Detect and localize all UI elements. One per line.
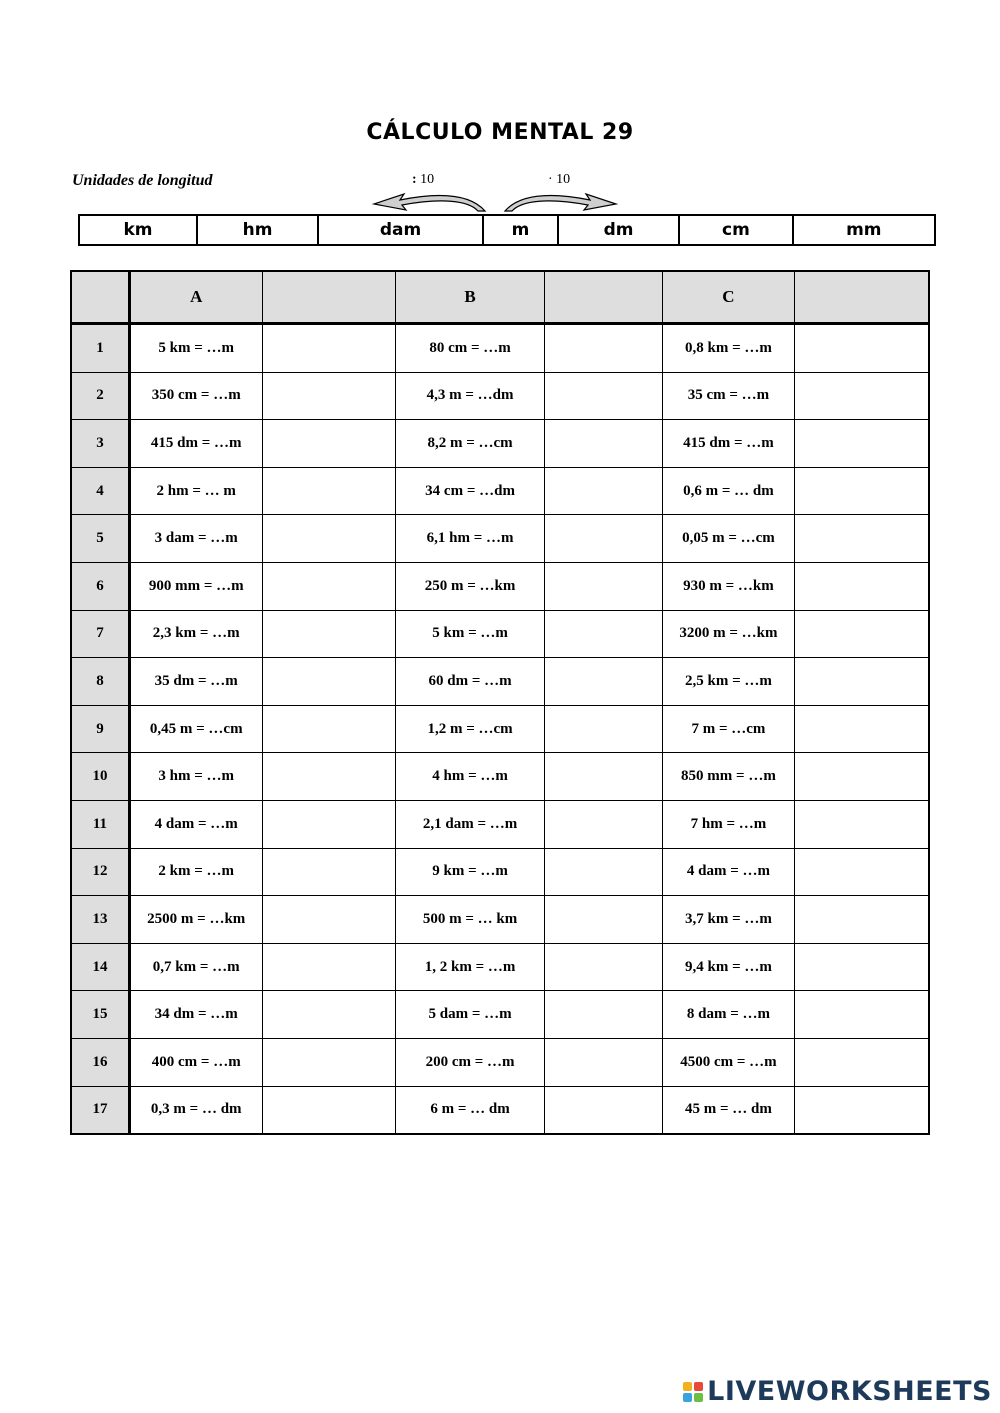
unit-cell: mm <box>793 215 935 245</box>
multiply-value: 10 <box>556 172 571 187</box>
answer-input-c[interactable] <box>795 991 929 1039</box>
exercise-a: 2500 m = …km <box>129 896 262 944</box>
conversion-arrows-icon <box>360 186 640 216</box>
answer-input-c[interactable] <box>795 705 929 753</box>
exercise-c: 415 dm = …m <box>662 420 795 468</box>
answer-header <box>544 271 662 324</box>
corner-cell <box>71 271 129 324</box>
exercise-b: 34 cm = …dm <box>396 467 545 515</box>
exercise-a: 2 km = …m <box>129 848 262 896</box>
answer-input-b[interactable] <box>544 467 662 515</box>
exercise-a: 34 dm = …m <box>129 991 262 1039</box>
table-row <box>71 562 929 610</box>
row-number: 9 <box>71 705 129 753</box>
exercise-b: 9 km = …m <box>396 848 545 896</box>
exercise-b: 1, 2 km = …m <box>396 943 545 991</box>
units-table <box>78 214 936 246</box>
answer-input-a[interactable] <box>262 800 396 848</box>
answer-input-a[interactable] <box>262 467 396 515</box>
exercise-b: 5 dam = …m <box>396 991 545 1039</box>
row-number: 11 <box>71 800 129 848</box>
logo-square <box>694 1393 703 1402</box>
answer-input-a[interactable] <box>262 372 396 420</box>
exercise-c: 4500 cm = …m <box>662 1038 795 1086</box>
exercise-a: 0,7 km = …m <box>129 943 262 991</box>
row-number: 17 <box>71 1086 129 1134</box>
answer-input-a[interactable] <box>262 515 396 563</box>
logo-mark-icon <box>683 1382 703 1402</box>
exercise-c: 0,6 m = … dm <box>662 467 795 515</box>
table-row <box>71 991 929 1039</box>
logo-square <box>683 1382 692 1391</box>
unit-cell: hm <box>197 215 318 245</box>
column-header-c: C <box>662 271 795 324</box>
exercise-c: 3,7 km = …m <box>662 896 795 944</box>
table-row <box>71 848 929 896</box>
exercise-b: 1,2 m = …cm <box>396 705 545 753</box>
answer-input-b[interactable] <box>544 991 662 1039</box>
answer-input-b[interactable] <box>544 324 662 373</box>
exercise-a: 4 dam = …m <box>129 800 262 848</box>
exercise-c: 8 dam = …m <box>662 991 795 1039</box>
exercise-b: 6 m = … dm <box>396 1086 545 1134</box>
exercise-b: 250 m = …km <box>396 562 545 610</box>
answer-input-c[interactable] <box>795 753 929 801</box>
table-row <box>71 705 929 753</box>
row-number: 16 <box>71 1038 129 1086</box>
row-number: 6 <box>71 562 129 610</box>
answer-input-a[interactable] <box>262 896 396 944</box>
answer-input-a[interactable] <box>262 943 396 991</box>
answer-input-c[interactable] <box>795 943 929 991</box>
answer-input-c[interactable] <box>795 800 929 848</box>
row-number: 8 <box>71 658 129 706</box>
exercise-b: 60 dm = …m <box>396 658 545 706</box>
answer-input-a[interactable] <box>262 420 396 468</box>
row-number: 12 <box>71 848 129 896</box>
answer-input-b[interactable] <box>544 1038 662 1086</box>
exercise-c: 35 cm = …m <box>662 372 795 420</box>
table-row <box>71 324 929 373</box>
exercise-b: 500 m = … km <box>396 896 545 944</box>
exercise-table <box>70 270 930 1135</box>
answer-input-a[interactable] <box>262 1086 396 1134</box>
row-number: 5 <box>71 515 129 563</box>
answer-input-c[interactable] <box>795 610 929 658</box>
exercise-a: 2 hm = … m <box>129 467 262 515</box>
exercise-a: 5 km = …m <box>129 324 262 373</box>
answer-input-c[interactable] <box>795 515 929 563</box>
row-number: 1 <box>71 324 129 373</box>
row-number: 4 <box>71 467 129 515</box>
row-number: 3 <box>71 420 129 468</box>
answer-input-c[interactable] <box>795 420 929 468</box>
table-row <box>71 753 929 801</box>
liveworksheets-logo <box>683 1376 992 1407</box>
divide-value: 10 <box>420 172 435 187</box>
exercise-a: 415 dm = …m <box>129 420 262 468</box>
table-row <box>71 1038 929 1086</box>
table-row <box>71 515 929 563</box>
exercise-b: 6,1 hm = …m <box>396 515 545 563</box>
row-number: 2 <box>71 372 129 420</box>
right-arrow-icon <box>505 194 616 211</box>
page-title: CÁLCULO MENTAL 29 <box>366 120 634 145</box>
exercise-a: 35 dm = …m <box>129 658 262 706</box>
exercise-b: 200 cm = …m <box>396 1038 545 1086</box>
exercise-a: 0,45 m = …cm <box>129 705 262 753</box>
answer-input-b[interactable] <box>544 943 662 991</box>
exercise-a: 0,3 m = … dm <box>129 1086 262 1134</box>
logo-text: LIVEWORKSHEETS <box>707 1376 992 1407</box>
answer-input-b[interactable] <box>544 848 662 896</box>
answer-input-b[interactable] <box>544 420 662 468</box>
answer-input-c[interactable] <box>795 324 929 373</box>
exercise-b: 2,1 dam = …m <box>396 800 545 848</box>
unit-cell: dm <box>558 215 679 245</box>
subtitle: Unidades de longitud <box>72 172 213 189</box>
table-row <box>71 420 929 468</box>
column-header-a: A <box>129 271 262 324</box>
answer-input-a[interactable] <box>262 324 396 373</box>
answer-input-c[interactable] <box>795 896 929 944</box>
answer-input-c[interactable] <box>795 467 929 515</box>
answer-input-a[interactable] <box>262 562 396 610</box>
exercise-a: 3 dam = …m <box>129 515 262 563</box>
exercise-c: 7 m = …cm <box>662 705 795 753</box>
answer-input-a[interactable] <box>262 1038 396 1086</box>
exercise-c: 930 m = …km <box>662 562 795 610</box>
answer-input-b[interactable] <box>544 705 662 753</box>
table-row <box>71 467 929 515</box>
multiply-symbol: · <box>548 172 553 187</box>
exercise-c: 0,05 m = …cm <box>662 515 795 563</box>
answer-input-c[interactable] <box>795 372 929 420</box>
answer-input-a[interactable] <box>262 705 396 753</box>
exercise-a: 350 cm = …m <box>129 372 262 420</box>
answer-input-a[interactable] <box>262 848 396 896</box>
answer-input-a[interactable] <box>262 753 396 801</box>
logo-square <box>694 1382 703 1391</box>
answer-input-a[interactable] <box>262 610 396 658</box>
exercise-c: 45 m = … dm <box>662 1086 795 1134</box>
answer-input-b[interactable] <box>544 610 662 658</box>
answer-input-b[interactable] <box>544 562 662 610</box>
answer-input-b[interactable] <box>544 372 662 420</box>
answer-header <box>262 271 396 324</box>
row-number: 10 <box>71 753 129 801</box>
answer-input-b[interactable] <box>544 658 662 706</box>
answer-input-b[interactable] <box>544 800 662 848</box>
row-number: 15 <box>71 991 129 1039</box>
answer-input-c[interactable] <box>795 562 929 610</box>
header-row <box>71 271 929 324</box>
exercise-b: 4,3 m = …dm <box>396 372 545 420</box>
table-row <box>71 943 929 991</box>
exercise-c: 7 hm = …m <box>662 800 795 848</box>
unit-cell: m <box>483 215 558 245</box>
answer-input-a[interactable] <box>262 658 396 706</box>
answer-input-b[interactable] <box>544 1086 662 1134</box>
exercise-a: 900 mm = …m <box>129 562 262 610</box>
answer-input-c[interactable] <box>795 1086 929 1134</box>
row-number: 13 <box>71 896 129 944</box>
exercise-b: 4 hm = …m <box>396 753 545 801</box>
exercise-a: 2,3 km = …m <box>129 610 262 658</box>
exercise-b: 8,2 m = …cm <box>396 420 545 468</box>
unit-cell: km <box>79 215 197 245</box>
answer-input-b[interactable] <box>544 753 662 801</box>
column-header-b: B <box>396 271 545 324</box>
answer-input-b[interactable] <box>544 896 662 944</box>
table-row <box>71 1086 929 1134</box>
table-row <box>71 896 929 944</box>
answer-input-c[interactable] <box>795 1038 929 1086</box>
exercise-a: 400 cm = …m <box>129 1038 262 1086</box>
exercise-a: 3 hm = …m <box>129 753 262 801</box>
exercise-c: 9,4 km = …m <box>662 943 795 991</box>
answer-input-b[interactable] <box>544 515 662 563</box>
exercise-c: 850 mm = …m <box>662 753 795 801</box>
answer-input-a[interactable] <box>262 991 396 1039</box>
answer-header <box>795 271 929 324</box>
units-row <box>79 215 935 245</box>
divide-symbol: : <box>412 172 417 187</box>
table-row <box>71 372 929 420</box>
unit-cell: cm <box>679 215 792 245</box>
answer-input-c[interactable] <box>795 658 929 706</box>
logo-square <box>683 1393 692 1402</box>
exercise-b: 80 cm = …m <box>396 324 545 373</box>
exercise-b: 5 km = …m <box>396 610 545 658</box>
exercise-c: 0,8 km = …m <box>662 324 795 373</box>
table-row <box>71 610 929 658</box>
row-number: 14 <box>71 943 129 991</box>
exercise-c: 3200 m = …km <box>662 610 795 658</box>
left-arrow-icon <box>374 194 485 211</box>
table-row <box>71 800 929 848</box>
unit-cell: dam <box>318 215 483 245</box>
table-row <box>71 658 929 706</box>
answer-input-c[interactable] <box>795 848 929 896</box>
exercise-c: 2,5 km = …m <box>662 658 795 706</box>
exercise-c: 4 dam = …m <box>662 848 795 896</box>
row-number: 7 <box>71 610 129 658</box>
